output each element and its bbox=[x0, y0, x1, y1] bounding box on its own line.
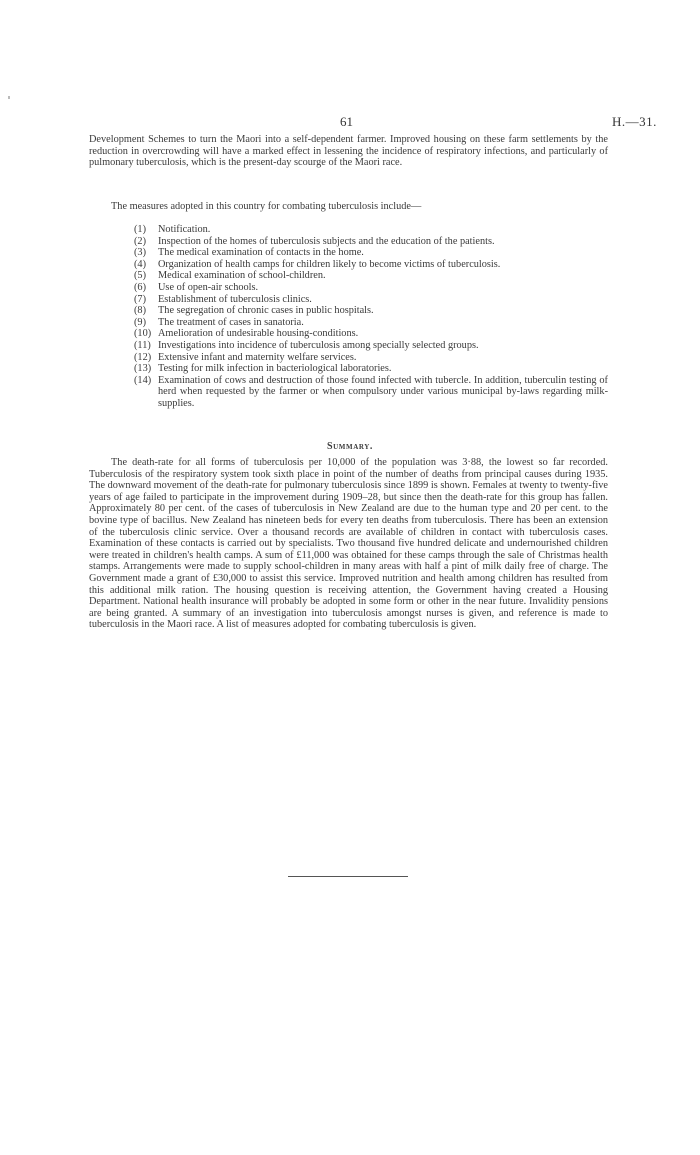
item-text: Use of open-air schools. bbox=[158, 281, 259, 293]
item-number: (13) bbox=[134, 363, 152, 375]
item-number: (7) bbox=[134, 293, 147, 305]
item-text: Establishment of tuberculosis clinics. bbox=[158, 293, 312, 305]
item-text: Amelioration of undesirable housing-conditions. bbox=[158, 328, 359, 340]
list-item bbox=[134, 305, 608, 317]
item-number: (10) bbox=[134, 328, 152, 340]
list-item bbox=[134, 340, 608, 352]
item-text: The segregation of chronic cases in public hospitals. bbox=[158, 305, 374, 317]
list-item bbox=[134, 224, 608, 236]
summary-paragraph: The death-rate for all forms of tuberculosis per 10,000 of the population was 3·88, the lowest so far recorded. Tuberculosis of the respiratory system took sixth place in point of the number of deaths from principal causes during 1935. The downward movement of the death-rate for pulmonary tuberculosis since 1899 is shown. Females at twenty to twenty-five years of age failed to participate in the improvement during 1909–28, but since then the death-rate for this group has fallen. Approximately 80 per cent. of the cases of tuberculosis in New Zealand are due to the human type and 20 per cent. to the bovine type of bacillus. New Zealand has nineteen beds for every ten deaths from tuberculosis. There has been an extension of the tuberculosis clinic service. Over a thousand records are available of children in contact with tuberculosis cases. Examination of these contacts is carried out by specialists. Two thousand five hundred delicate and undernourished children were treated in children's health camps. A sum of £11,000 was obtained for these camps through the sale of Christmas health stamps. Arrangements were made to supply school-children in many areas with half a pint of milk daily free of charge. The Government made a grant of £30,000 to assist this service. Improved nutrition and health among children has resulted from this additional milk ration. The housing question is receiving attention, the Government having created a Housing Department. National health insurance will probably be adopted in some form or other in the near future. Invalidity pensions are being granted. A summary of an investigation into tuberculosis amongst nurses is given, and reference is made to tuberculosis in the Maori race. A list of measures adopted for combating tuberculosis is given. bbox=[89, 457, 608, 631]
item-text: Medical examination of school-children. bbox=[158, 270, 326, 282]
measures-intro: The measures adopted in this country for combating tuberculosis include— bbox=[111, 201, 422, 212]
list-item bbox=[134, 294, 608, 306]
item-number: (5) bbox=[134, 270, 147, 282]
list-item bbox=[134, 282, 608, 294]
item-number: (2) bbox=[134, 235, 147, 247]
list-item bbox=[134, 375, 608, 410]
scan-mark bbox=[8, 96, 10, 99]
item-number: (4) bbox=[134, 258, 147, 270]
item-number: (14) bbox=[134, 374, 152, 386]
item-number: (12) bbox=[134, 351, 152, 363]
list-item bbox=[134, 328, 608, 340]
item-number: (8) bbox=[134, 305, 147, 317]
list-item bbox=[134, 317, 608, 329]
item-text: Organization of health camps for children likely to become victims of tuberculosis. bbox=[158, 258, 501, 270]
item-text: Inspection of the homes of tuberculosis subjects and the education of the patients. bbox=[158, 235, 495, 247]
list-item bbox=[134, 363, 608, 375]
list-item bbox=[134, 259, 608, 271]
item-text: Examination of cows and destruction of those found infected with tubercle. In addition, tuberculin testing of herd when requested by the farmer or when compulsory under various municipal by-laws regarding milk-supplies. bbox=[158, 374, 608, 409]
item-number: (11) bbox=[134, 339, 151, 351]
list-item bbox=[134, 270, 608, 282]
item-text: The medical examination of contacts in the home. bbox=[158, 247, 364, 259]
list-item bbox=[134, 247, 608, 259]
summary-heading: Summary. bbox=[326, 441, 374, 452]
page-number: 61 bbox=[340, 114, 353, 129]
item-text: Notification. bbox=[158, 224, 211, 235]
item-text: Extensive infant and maternity welfare services. bbox=[158, 351, 357, 363]
document-code: H.—31. bbox=[612, 114, 657, 129]
intro-paragraph: Development Schemes to turn the Maori into a self-dependent farmer. Improved housing on these farm settlements by the reduction in overcrowding will have a marked effect in lessening the incidence of respiratory infections, and particularly of pulmonary tuberculosis, which is the present-day scourge of the Maori race. bbox=[89, 134, 608, 169]
measures-list bbox=[134, 224, 608, 410]
item-number: (1) bbox=[134, 224, 147, 235]
item-number: (9) bbox=[134, 316, 147, 328]
list-item bbox=[134, 352, 608, 364]
item-number: (3) bbox=[134, 247, 147, 259]
item-text: Testing for milk infection in bacteriological laboratories. bbox=[158, 363, 392, 375]
item-number: (6) bbox=[134, 281, 147, 293]
item-text: Investigations into incidence of tuberculosis among specially selected groups. bbox=[158, 339, 479, 351]
item-text: The treatment of cases in sanatoria. bbox=[158, 316, 304, 328]
list-item bbox=[134, 236, 608, 248]
closing-rule bbox=[288, 876, 408, 877]
